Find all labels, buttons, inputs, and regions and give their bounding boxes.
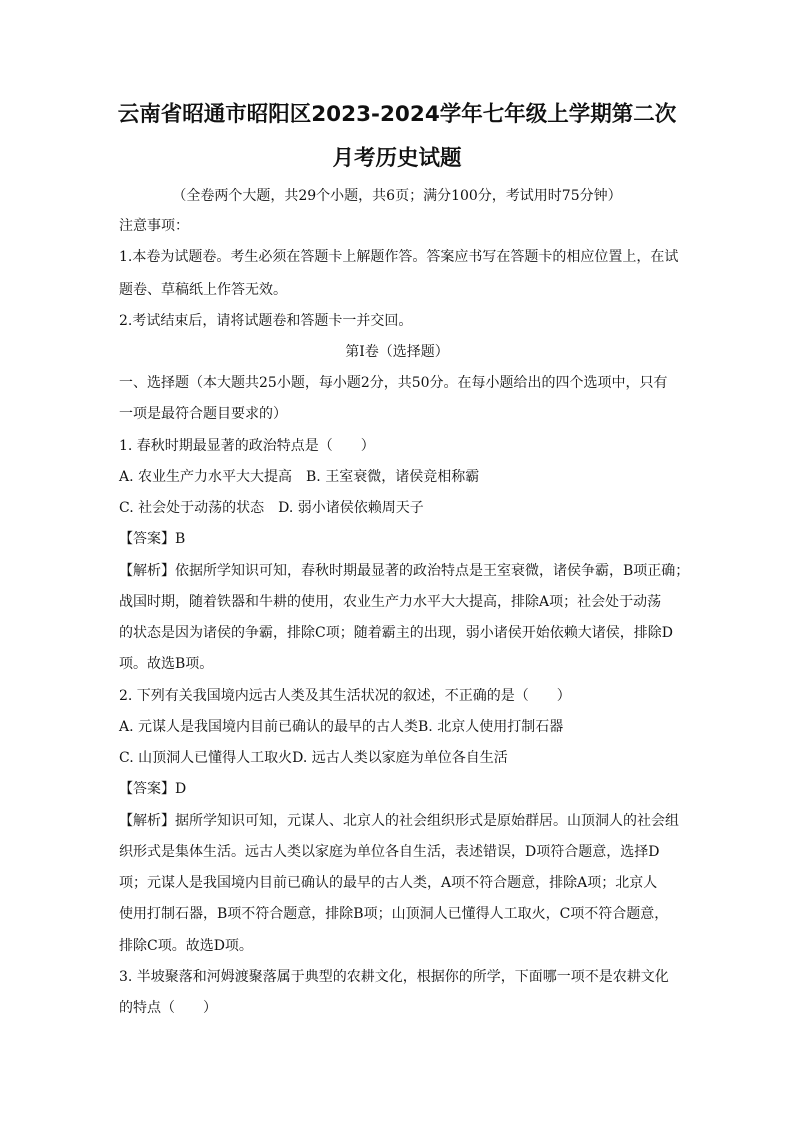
question-1-option-d: D. 弱小诸侯依赖周天子 [278, 500, 424, 516]
note-1-line-2: 题卷、草稿纸上作答无效。 [119, 282, 287, 298]
exam-subtitle: （全卷两个大题，共29个小题，共6页；满分100分，考试用时75分钟） [172, 188, 622, 204]
section-instructions-line-2: 一项是最符合题目要求的） [119, 406, 287, 422]
question-2-analysis-line-3: 项；元谋人是我国境内目前已确认的最早的古人类，A项不符合题意，排除A项；北京人 [119, 875, 658, 891]
question-3-stem-line-1: 3. 半坡聚落和河姆渡聚落属于典型的农耕文化，根据你的所学，下面哪一项不是农耕文化 [119, 969, 669, 985]
question-1-option-b: B. 王室衰微，诸侯竞相称霸 [306, 469, 480, 485]
question-1-analysis-line-2: 战国时期，随着铁器和牛耕的使用，农业生产力水平大大提高，排除A项；社会处于动荡 [119, 594, 662, 610]
question-1-analysis-line-4: 项。故选B项。 [119, 656, 214, 672]
note-1-line-1: 1.本卷为试题卷。考生必须在答题卡上解题作答。答案应书写在答题卡的相应位置上，在试 [119, 249, 679, 265]
document-title-line2: 月考历史试题 [332, 146, 462, 171]
note-2: 2.考试结束后，请将试题卷和答题卡一并交回。 [119, 313, 413, 329]
section-instructions-line-1: 一、选择题（本大题共25小题，每小题2分，共50分。在每小题给出的四个选项中，只有 [119, 375, 668, 391]
question-1-options-ab [119, 467, 479, 487]
question-1-stem: 1. 春秋时期最显著的政治特点是（ ） [119, 438, 375, 454]
question-2-analysis-line-1: 【解析】据所学知识可知，元谋人、北京人的社会组织形式是原始群居。山顶洞人的社会组 [119, 813, 679, 829]
question-2-analysis-line-2: 织形式是集体生活。远古人类以家庭为单位各自生活，表述错误，D项符合题意，选择D [119, 844, 660, 860]
question-2-analysis-line-4: 使用打制石器，B项不符合题意，排除B项；山顶洞人已懂得人工取火，C项不符合题意， [119, 906, 669, 922]
question-2-answer: 【答案】D [119, 781, 187, 797]
question-1-analysis-line-3: 的状态是因为诸侯的争霸，排除C项；随着霸主的出现，弱小诸侯开始依赖大诸侯，排除D [119, 625, 673, 641]
part-title: 第Ⅰ卷（选择题） [345, 344, 449, 360]
question-1-option-c: C. 社会处于动荡的状态 [119, 500, 265, 516]
question-2-analysis-line-5: 排除C项。故选D项。 [119, 938, 253, 954]
question-2-options-cd: C. 山顶洞人已懂得人工取火D. 远古人类以家庭为单位各自生活 [119, 750, 508, 766]
question-1-analysis-line-1: 【解析】依据所学知识可知，春秋时期最显著的政治特点是王室衰微，诸侯争霸，B项正确； [119, 563, 690, 579]
question-1-options-cd [119, 498, 424, 518]
question-2-stem: 2. 下列有关我国境内远古人类及其生活状况的叙述，不正确的是（ ） [119, 688, 571, 704]
document-title-line1: 云南省昭通市昭阳区2023-2024学年七年级上学期第二次 [117, 102, 677, 127]
notes-heading: 注意事项： [119, 218, 189, 234]
question-3-stem-line-2: 的特点（ ） [119, 1000, 217, 1016]
question-1-option-a: A. 农业生产力水平大大提高 [119, 469, 293, 485]
question-2-options-ab: A. 元谋人是我国境内目前已确认的最早的古人类B. 北京人使用打制石器 [119, 719, 564, 735]
question-1-answer: 【答案】B [119, 531, 186, 547]
